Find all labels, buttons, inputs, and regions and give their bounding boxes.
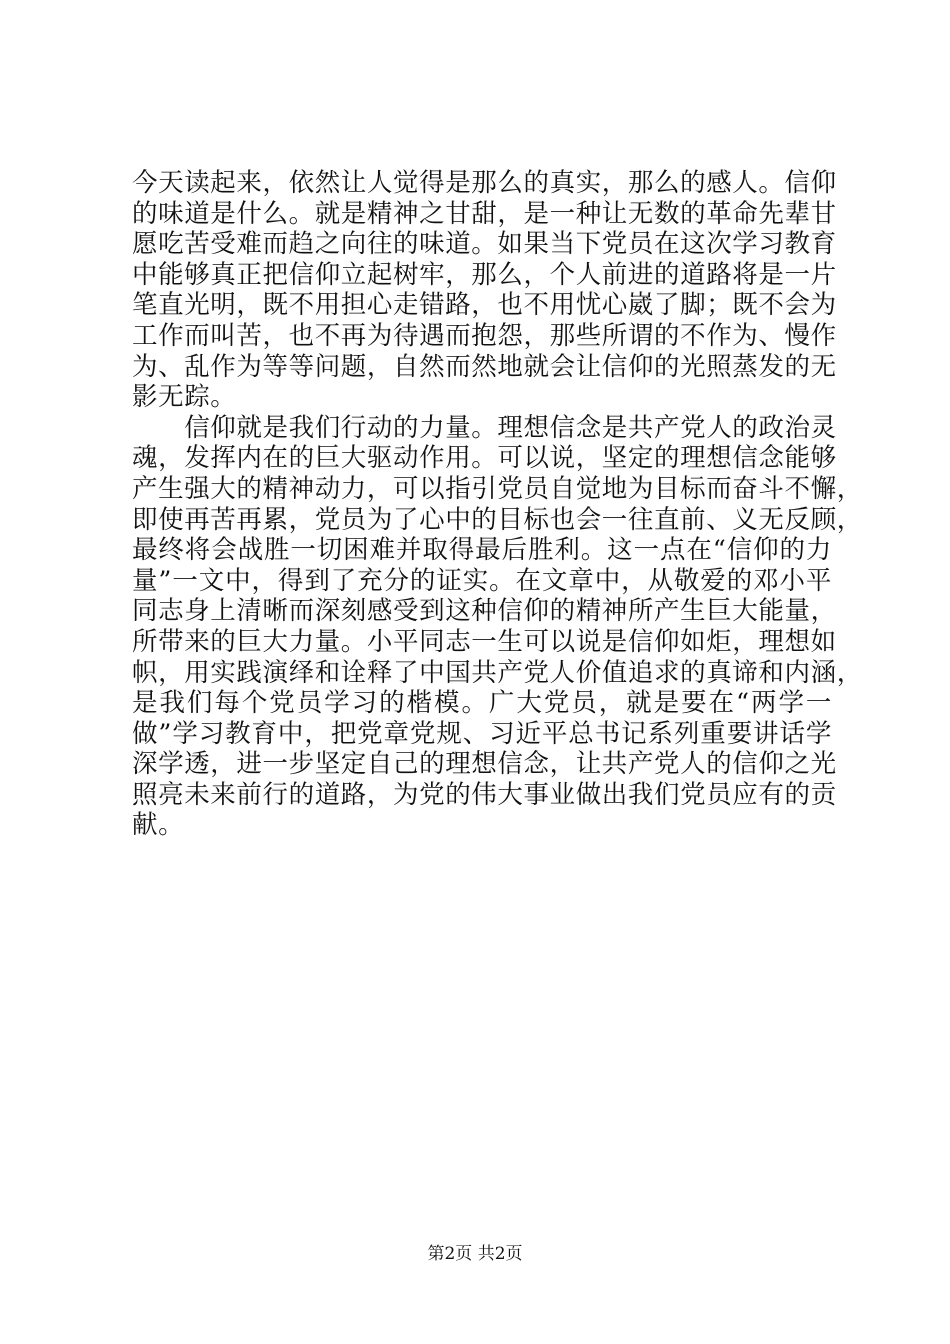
text-line: 最终将会战胜一切困难并取得最后胜利。这一点在“信仰的力	[132, 535, 832, 566]
text-line: 今天读起来，依然让人觉得是那么的真实，那么的感人。信仰	[132, 168, 837, 198]
text-line: 所带来的巨大力量。小平同志一生可以说是信仰如炬，理想如	[132, 626, 837, 657]
text-line: 魂，发挥内在的巨大驱动作用。可以说，坚定的理想信念能够	[132, 443, 837, 474]
text-line: 做”学习教育中，把党章党规、习近平总书记系列重要讲话学	[132, 718, 832, 749]
text-line: 献。	[132, 810, 185, 841]
text-line: 为、乱作为等等问题，自然而然地就会让信仰的光照蒸发的无	[132, 351, 837, 382]
text-line: 深学透，进一步坚定自己的理想信念，让共产党人的信仰之光	[132, 749, 837, 780]
text-line: 照亮未来前行的道路，为党的伟大事业做出我们党员应有的贡	[132, 779, 837, 810]
text-line: 是我们每个党员学习的楷模。广大党员，就是要在“两学一	[132, 688, 832, 719]
text-line: 信仰就是我们行动的力量。理想信念是共产党人的政治灵	[132, 412, 837, 443]
text-line: 即使再苦再累，党员为了心中的目标也会一往直前、义无反顾，	[132, 504, 863, 535]
text-line: 同志身上清晰而深刻感受到这种信仰的精神所产生巨大能量，	[132, 596, 837, 627]
text-line: 帜，用实践演绎和诠释了中国共产党人价值追求的真谛和内涵，	[132, 657, 863, 688]
text-line: 量”一文中，得到了充分的证实。在文章中，从敬爱的邓小平	[132, 565, 832, 596]
text-line: 笔直光明，既不用担心走错路，也不用忧心崴了脚；既不会为	[132, 290, 837, 321]
text-line: 中能够真正把信仰立起树牢，那么，个人前进的道路将是一片	[132, 259, 837, 290]
page-footer: 第2页 共2页	[427, 1244, 523, 1264]
text-line: 产生强大的精神动力，可以指引党员自觉地为目标而奋斗不懈，	[132, 473, 863, 504]
text-line: 影无踪。	[132, 382, 237, 413]
body-text	[132, 168, 863, 841]
text-line: 愿吃苦受难而趋之向往的味道。如果当下党员在这次学习教育	[132, 229, 837, 260]
text-line: 的味道是什么。就是精神之甘甜，是一种让无数的革命先辈甘	[132, 198, 837, 229]
text-line: 工作而叫苦，也不再为待遇而抱怨，那些所谓的不作为、慢作	[132, 320, 837, 351]
